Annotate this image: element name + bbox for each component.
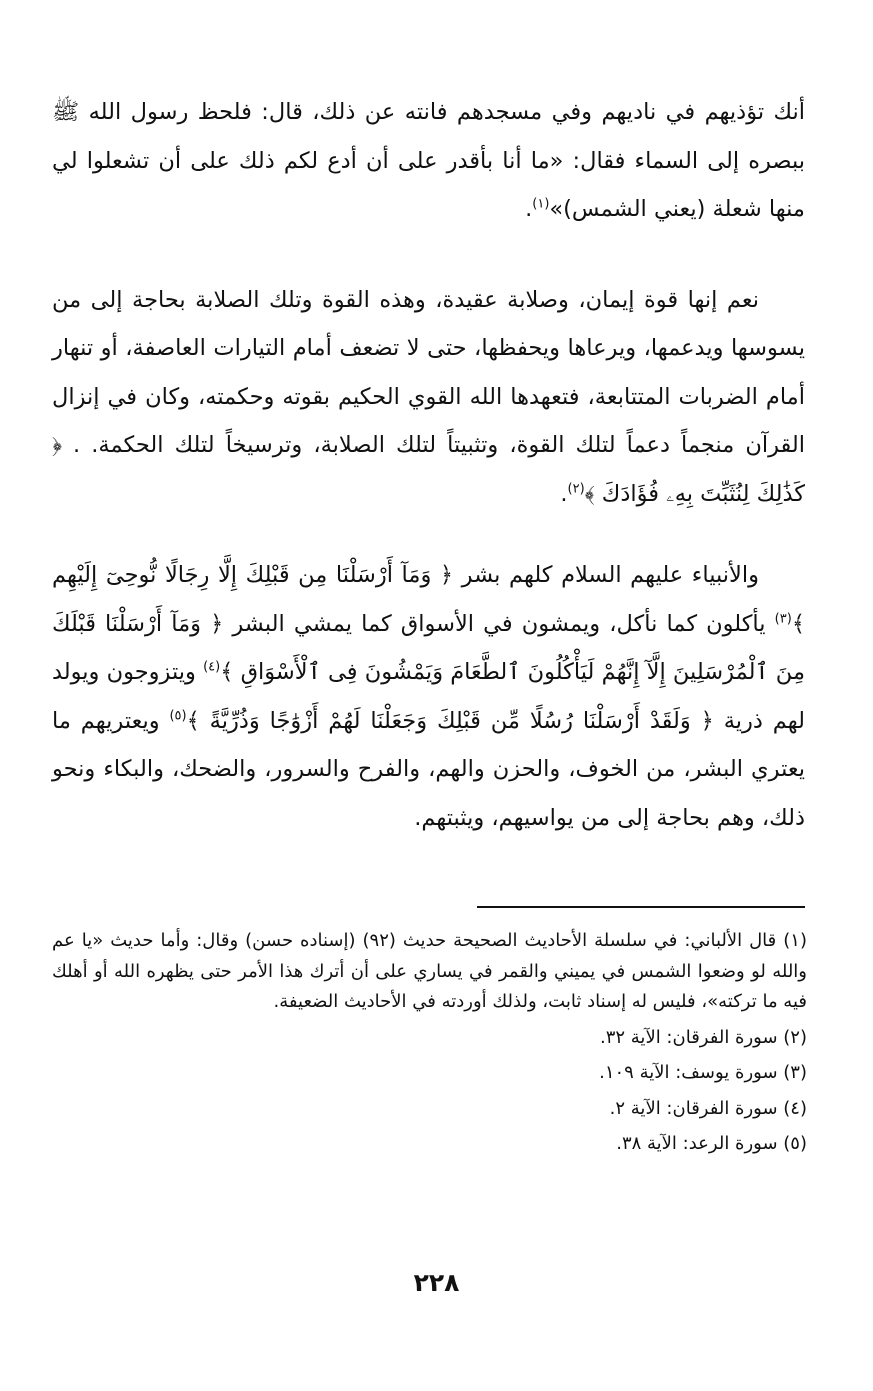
paragraph-3-part-a: والأنبياء عليهم السلام كلهم بشر ﴿ وَمَآ أَرْسَلْنَا مِن قَبْلِكَ إِلَّا رِجَالًا نُّوحِىٓ إِلَيْهِم ﴾ <box>52 562 805 637</box>
footnote-ref-5: (٥) <box>169 708 187 723</box>
paragraph-3-part-d: ويعتريهم ما يعتري البشر، من الخوف، والحزن والهم، والفرح والسرور، والضحك، والبكاء ونحو ذلك، وهم بحاجة إلى من يواسيهم، ويثبتهم. <box>52 707 805 831</box>
paragraph-2 <box>52 276 805 519</box>
paragraph-2-text: نعم إنها قوة إيمان، وصلابة عقيدة، وهذه القوة وتلك الصلابة بحاجة إلى من يسوسها ويدعمها، ويرعاها ويحفظها، حتى لا تضعف أمام التيارات العاصفة، أو تنهار أمام الضربات المتتابعة، فتعهدها الله القوي الحكيم بقوته وحكمته، وكان في إنزال القرآن منجماً دعماً لتلك القوة، وتثبيتاً لتلك الصلابة، وترسيخاً لتلك الحكمة. . ﴿ كَذَٰلِكَ لِنُثَبِّتَ بِهِۦ فُؤَادَكَ ﴾ <box>52 286 805 507</box>
paragraph-1 <box>52 88 805 234</box>
paragraph-3-part-c: ويتزوجون ويولد لهم ذرية ﴿ وَلَقَدْ أَرْسَلْنَا رُسُلًا مِّن قَبْلِكَ وَجَعَلْنَا لَهُمْ أَزْوَٰجًا وَذُرِّيَّةً ﴾ <box>52 659 805 734</box>
paragraph-3-part-b: يأكلون كما نأكل، ويمشون في الأسواق كما يمشي البشر ﴿ وَمَآ أَرْسَلْنَا قَبْلَكَ مِنَ ٱلْمُرْسَلِينَ إِلَّآ إِنَّهُمْ لَيَأْكُلُونَ ٱلطَّعَامَ وَيَمْشُونَ فِى ٱلْأَسْوَاقِ ﴾ <box>52 610 805 685</box>
main-text <box>52 88 805 842</box>
footnote-ref-2: (٢) <box>567 481 585 496</box>
footnote-1: (١) قال الألباني: في سلسلة الأحاديث الصحيحة حديث (٩٢) (إسناده حسن) وقال: وأما حديث «يا عم والله لو وضعوا الشمس في يميني والقمر في يساري على أن أترك هذا الأمر حتى يظهره الله أو أهلك فيه ما تركته»، فليس له إسناد ثابت، ولذلك أوردته في الأحاديث الضعيفة. <box>52 930 807 1012</box>
footnote-4: (٤) سورة الفرقان: الآية ٢. <box>609 1097 807 1119</box>
footnote-ref-4: (٤) <box>203 659 221 675</box>
footnote-3: (٣) سورة يوسف: الآية ١٠٩. <box>599 1062 807 1083</box>
paragraph-1-end: . <box>525 196 533 222</box>
footnotes <box>52 926 807 1165</box>
footnote-ref-3: (٣) <box>774 611 792 626</box>
paragraph-1-text: أنك تؤذيهم في ناديهم وفي مسجدهم فانته عن ذلك، قال: فلحظ رسول الله ﷺ ببصره إلى السماء فقال: «ما أنا بأقدر على أن أدع لكم ذلك على أن تشعلوا لي منها شعلة (يعني الشمس)» <box>52 99 805 222</box>
footnote-2: (٢) سورة الفرقان: الآية ٣٢. <box>599 1026 807 1048</box>
footnote-separator <box>477 906 805 908</box>
paragraph-2-end: . <box>560 480 568 507</box>
page-number: ٢٢٨ <box>413 1268 460 1297</box>
footnote-ref-1: (١) <box>532 196 550 212</box>
paragraph-3 <box>52 551 805 842</box>
footnote-5: (٥) سورة الرعد: الآية ٣٨. <box>616 1133 807 1154</box>
